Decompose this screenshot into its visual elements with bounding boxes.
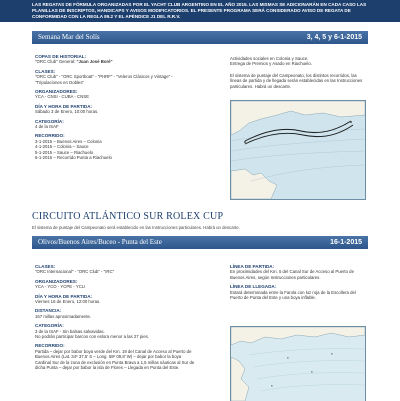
race2-details [35, 264, 195, 371]
race1-cat-label: CATEGORÍA: [35, 118, 64, 124]
race2-cat-label: CATEGORÍA: [35, 323, 64, 329]
intro-text: LAS REGATAS DE FÓRMULA ORGANIZADAS POR EL YACHT CLUB ARGENTINO EN EL AÑO 2015. LAS MISMAS SE ADICIONARÁN EN CADA CASO LAS PLANILLAS DE INSCRIPTOS, HANDICAPS Y AVISOS MODIFICATORIOS. EL PRESENTE PROGRAMA SERÁ CONSIDERADO AVISO DE REGATA DE CONFORMIDAD CON LA REGLA 89.2 Y EL APÉNDICE J1 DEL R.R.V. [32, 2, 367, 20]
race1-rec-item: 5-1-2015 – Sauce – Riachuelo [35, 149, 94, 155]
race2-org-label: ORGANIZADORES: [35, 278, 78, 284]
race1-map-graphic [231, 101, 365, 199]
race2-rec-value: Partida – dejar por babor boya verde del Km. 19 del Canal de Acceso al Puerto de Buenos Aires (Lat. 34º 37,5' S – Long. 58º 09,8' W) – dejar por babor la boya Cardinal Sur de la zona de exclusión en Punta Brava a 1,5 millas náuticas al Sur de dicha Punta – dejar por babor la isla de Flores – Llegada en Punta del Este. [35, 348, 195, 371]
race2-dia-label: DÍA Y HORA DE PARTIDA: [35, 293, 93, 299]
race2-dist-label: DISTANCIA: [35, 308, 62, 314]
race1-dia-value: Sábado 3 de Enero, 10:00 horas. [35, 109, 99, 115]
race2-lines [230, 264, 365, 300]
race1-title-band [32, 31, 368, 44]
race1-dates: 3, 4, 5 y 6-1-2015 [306, 34, 362, 41]
race2-dates: 16-1-2015 [330, 239, 362, 246]
race1-rec-item: 4-1-2015 – Colonia – Sauce [35, 144, 89, 150]
race1-org-label: ORGANIZADORES: [35, 89, 78, 95]
race2-band-title: Olivos/Buenos Aires/Buceo - Punta del Este [38, 238, 162, 246]
race1-rec-item: 6-1-2015 – Recorrido Punta a Riachuelo [35, 155, 112, 161]
intro-header [0, 0, 400, 22]
race2-dist-value: 167 millas aproximadamente. [35, 313, 92, 319]
race2-partida-value: En proximidades del Km. 5 del Canal Sur de Acceso al Puerto de Buenos Aires, según Instrucciones particulares. [230, 269, 354, 280]
race1-dia-label: DÍA Y HORA DE PARTIDA: [35, 103, 93, 109]
race1-copas-value: "ORC Club" General: "Juan José Boré" [35, 59, 113, 65]
race2-course-map [230, 326, 366, 401]
race2-org-value: YCA - YCO - YCPE - YCU [35, 284, 85, 290]
race2-subnote: El sistema de puntaje del Campeonato será establecido en las Instrucciones particulares. Habrá un descarte. [32, 225, 240, 230]
race1-band-title: Semana Mar del Solís [38, 33, 100, 41]
race1-clases-value: "ORC Club" - "ORC Sportboat" - "PHRF" - "Veleros Clásicos y Vintage" - "Tripulaciones en Dobles" [35, 74, 173, 85]
race1-details [35, 54, 185, 161]
race1-course-map [230, 100, 366, 200]
race2-rec-label: RECORRIDO: [35, 343, 65, 349]
race1-copas-label: COPAS DE HISTORIAL: [35, 54, 87, 59]
race2-clases-label: CLASES: [35, 264, 56, 269]
race2-section-title: CIRCUITO ATLÁNTICO SUR ROLEX CUP [32, 211, 224, 222]
race2-cat-restriction: No podrán participar barcos con eslora menor a las 27 pies. [35, 334, 149, 340]
race1-notes [230, 56, 365, 89]
race1-rec-item: 3-1-2015 – Buenos Aires – Colonia [35, 138, 102, 144]
race1-prize-line: Entrega de Premios y Asado en Riachuelo. [230, 61, 312, 67]
race1-scoring-note: El sistema de puntaje del Campeonato, los distintos recorridos, las líneas de partida y de llegada serán establecidas en las Instrucciones particulares. Habrá un descarte. [230, 72, 363, 89]
race2-llegada-label: LÍNEA DE LLEGADA: [230, 284, 277, 290]
race2-llegada-value: Estará determinada entre la Farola con luz roja de la Escollera del Puerto de Punta del Este y una boya inflable. [230, 289, 356, 301]
race1-org-value: YCA - CNSI - CUBA - CNSE [35, 94, 89, 100]
race2-title-band [32, 236, 368, 249]
race2-partida-label: LÍNEA DE PARTIDA: [230, 264, 275, 269]
race1-cat-value: 4 de la ISAF [35, 124, 59, 130]
race2-cat-value: 3 de la ISAF - Sin balsas salvavidas. [35, 328, 105, 334]
race1-social-line: Actividades sociales en Colonia y Sauce. [230, 56, 309, 61]
race2-map-graphic [231, 327, 365, 401]
race2-dia-value: Viernes 16 de Enero, 12:00 horas. [35, 299, 101, 305]
race1-clases-label: CLASES: [35, 68, 56, 74]
race1-rec-label: RECORRIDO: [35, 133, 65, 139]
race2-clases-value: "ORC Internacional" - "ORC Club" - "IRC" [35, 269, 115, 275]
